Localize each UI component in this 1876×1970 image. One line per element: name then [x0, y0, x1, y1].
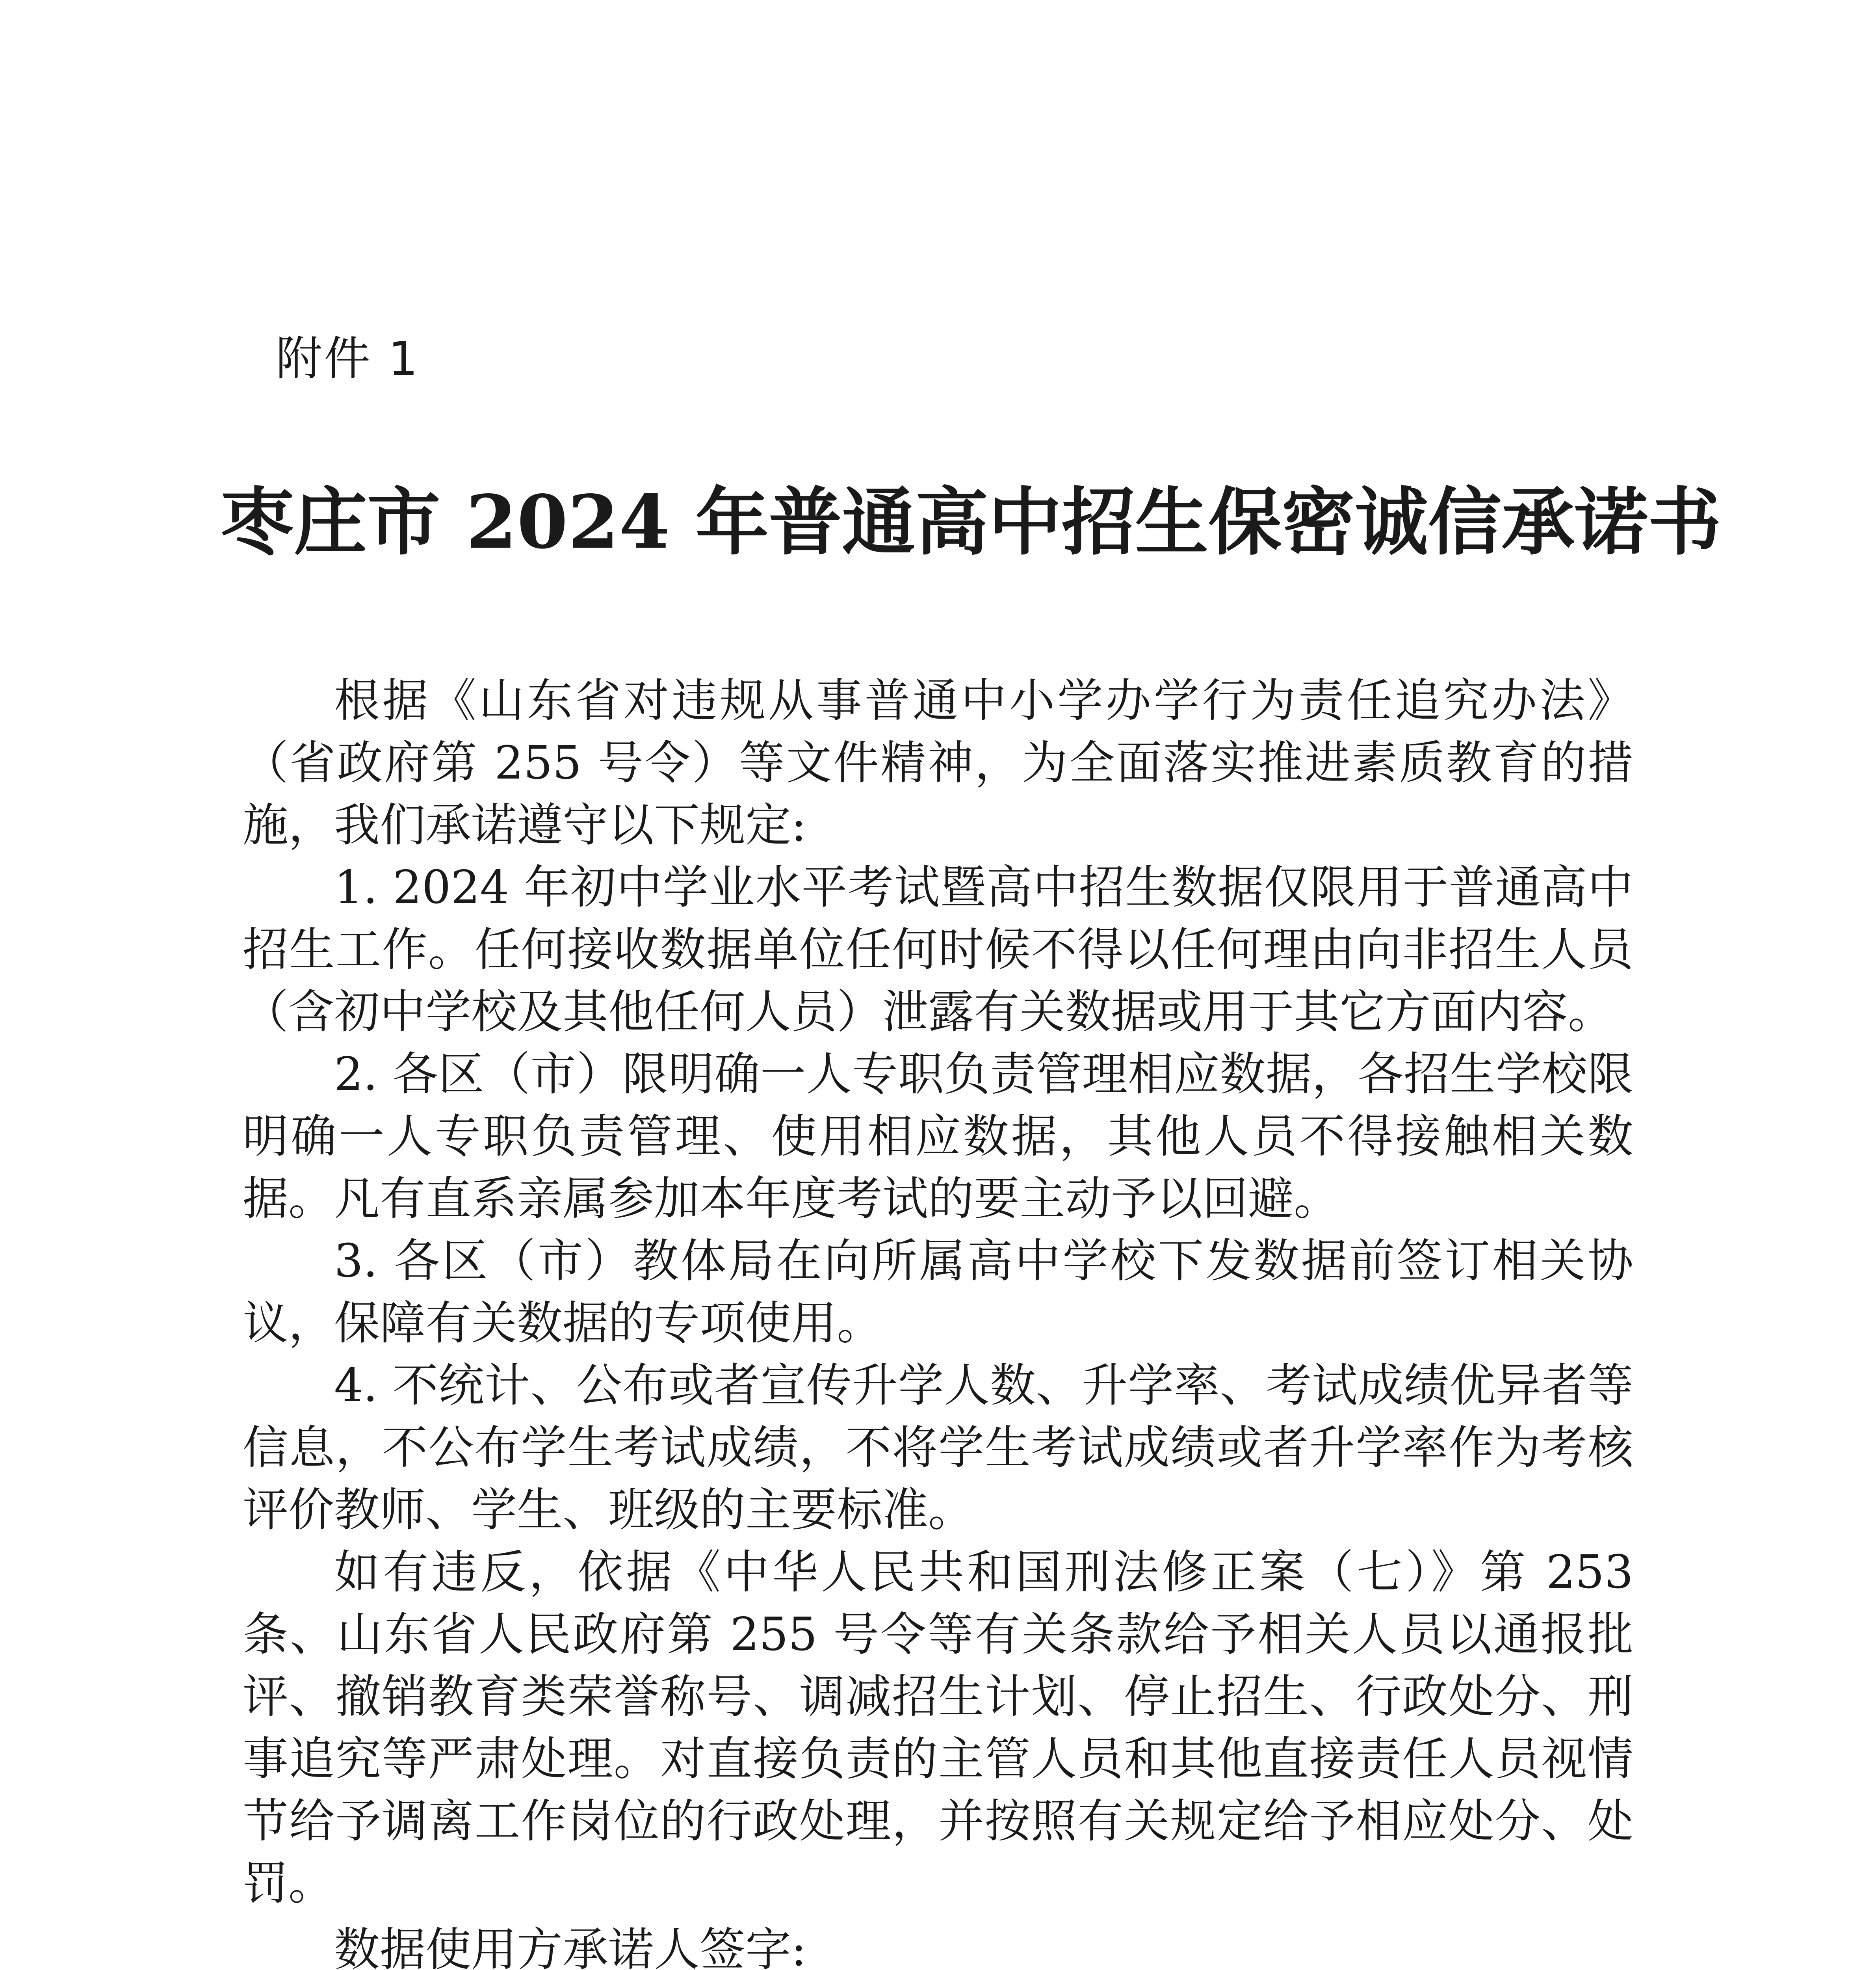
document-title: 枣庄市 2024 年普通高中招生保密诚信承诺书: [221, 479, 1722, 565]
signature-block: [334, 1919, 867, 1970]
rule-3-paragraph: 3. 各区（市）教体局在向所属高中学校下发数据前签订相关协议，保障有关数据的专项使用。: [243, 1234, 1633, 1350]
document-body: [243, 670, 1633, 1915]
rule-1-paragraph: 1. 2024 年初中学业水平考试暨高中招生数据仅限用于普通高中招生工作。任何接收数据单位任何时候不得以任何理由向非招生人员（含初中学校及其他任何人员）泄露有关数据或用于其它方面内容。: [243, 861, 1633, 1039]
attachment-label: 附件 1: [276, 331, 420, 386]
signature-line-user-pledger: 数据使用方承诺人签字:: [334, 1923, 807, 1970]
violation-paragraph: 如有违反，依据《中华人民共和国刑法修正案（七）》第 253 条、山东省人民政府第 255 号令等有关条款给予相关人员以通报批评、撤销教育类荣誉称号、调减招生计划、停止招生、行政处分、刑事追究等严肃处理。对直接负责的主管人员和其他直接责任人员视情节给予调离工作岗位的行政处理，并按照有关规定给予相应处分、处罚。: [243, 1546, 1633, 1910]
rule-2-paragraph: 2. 各区（市）限明确一人专职负责管理相应数据，各招生学校限明确一人专职负责管理、使用相应数据，其他人员不得接触相关数据。凡有直系亲属参加本年度考试的要主动予以回避。: [243, 1048, 1633, 1225]
intro-paragraph: 根据《山东省对违规从事普通中小学办学行为责任追究办法》（省政府第 255 号令）等文件精神，为全面落实推进素质教育的措施，我们承诺遵守以下规定:: [243, 674, 1633, 852]
rule-4-paragraph: 4. 不统计、公布或者宣传升学人数、升学率、考试成绩优异者等信息，不公布学生考试成绩，不将学生考试成绩或者升学率作为考核评价教师、学生、班级的主要标准。: [243, 1359, 1633, 1537]
